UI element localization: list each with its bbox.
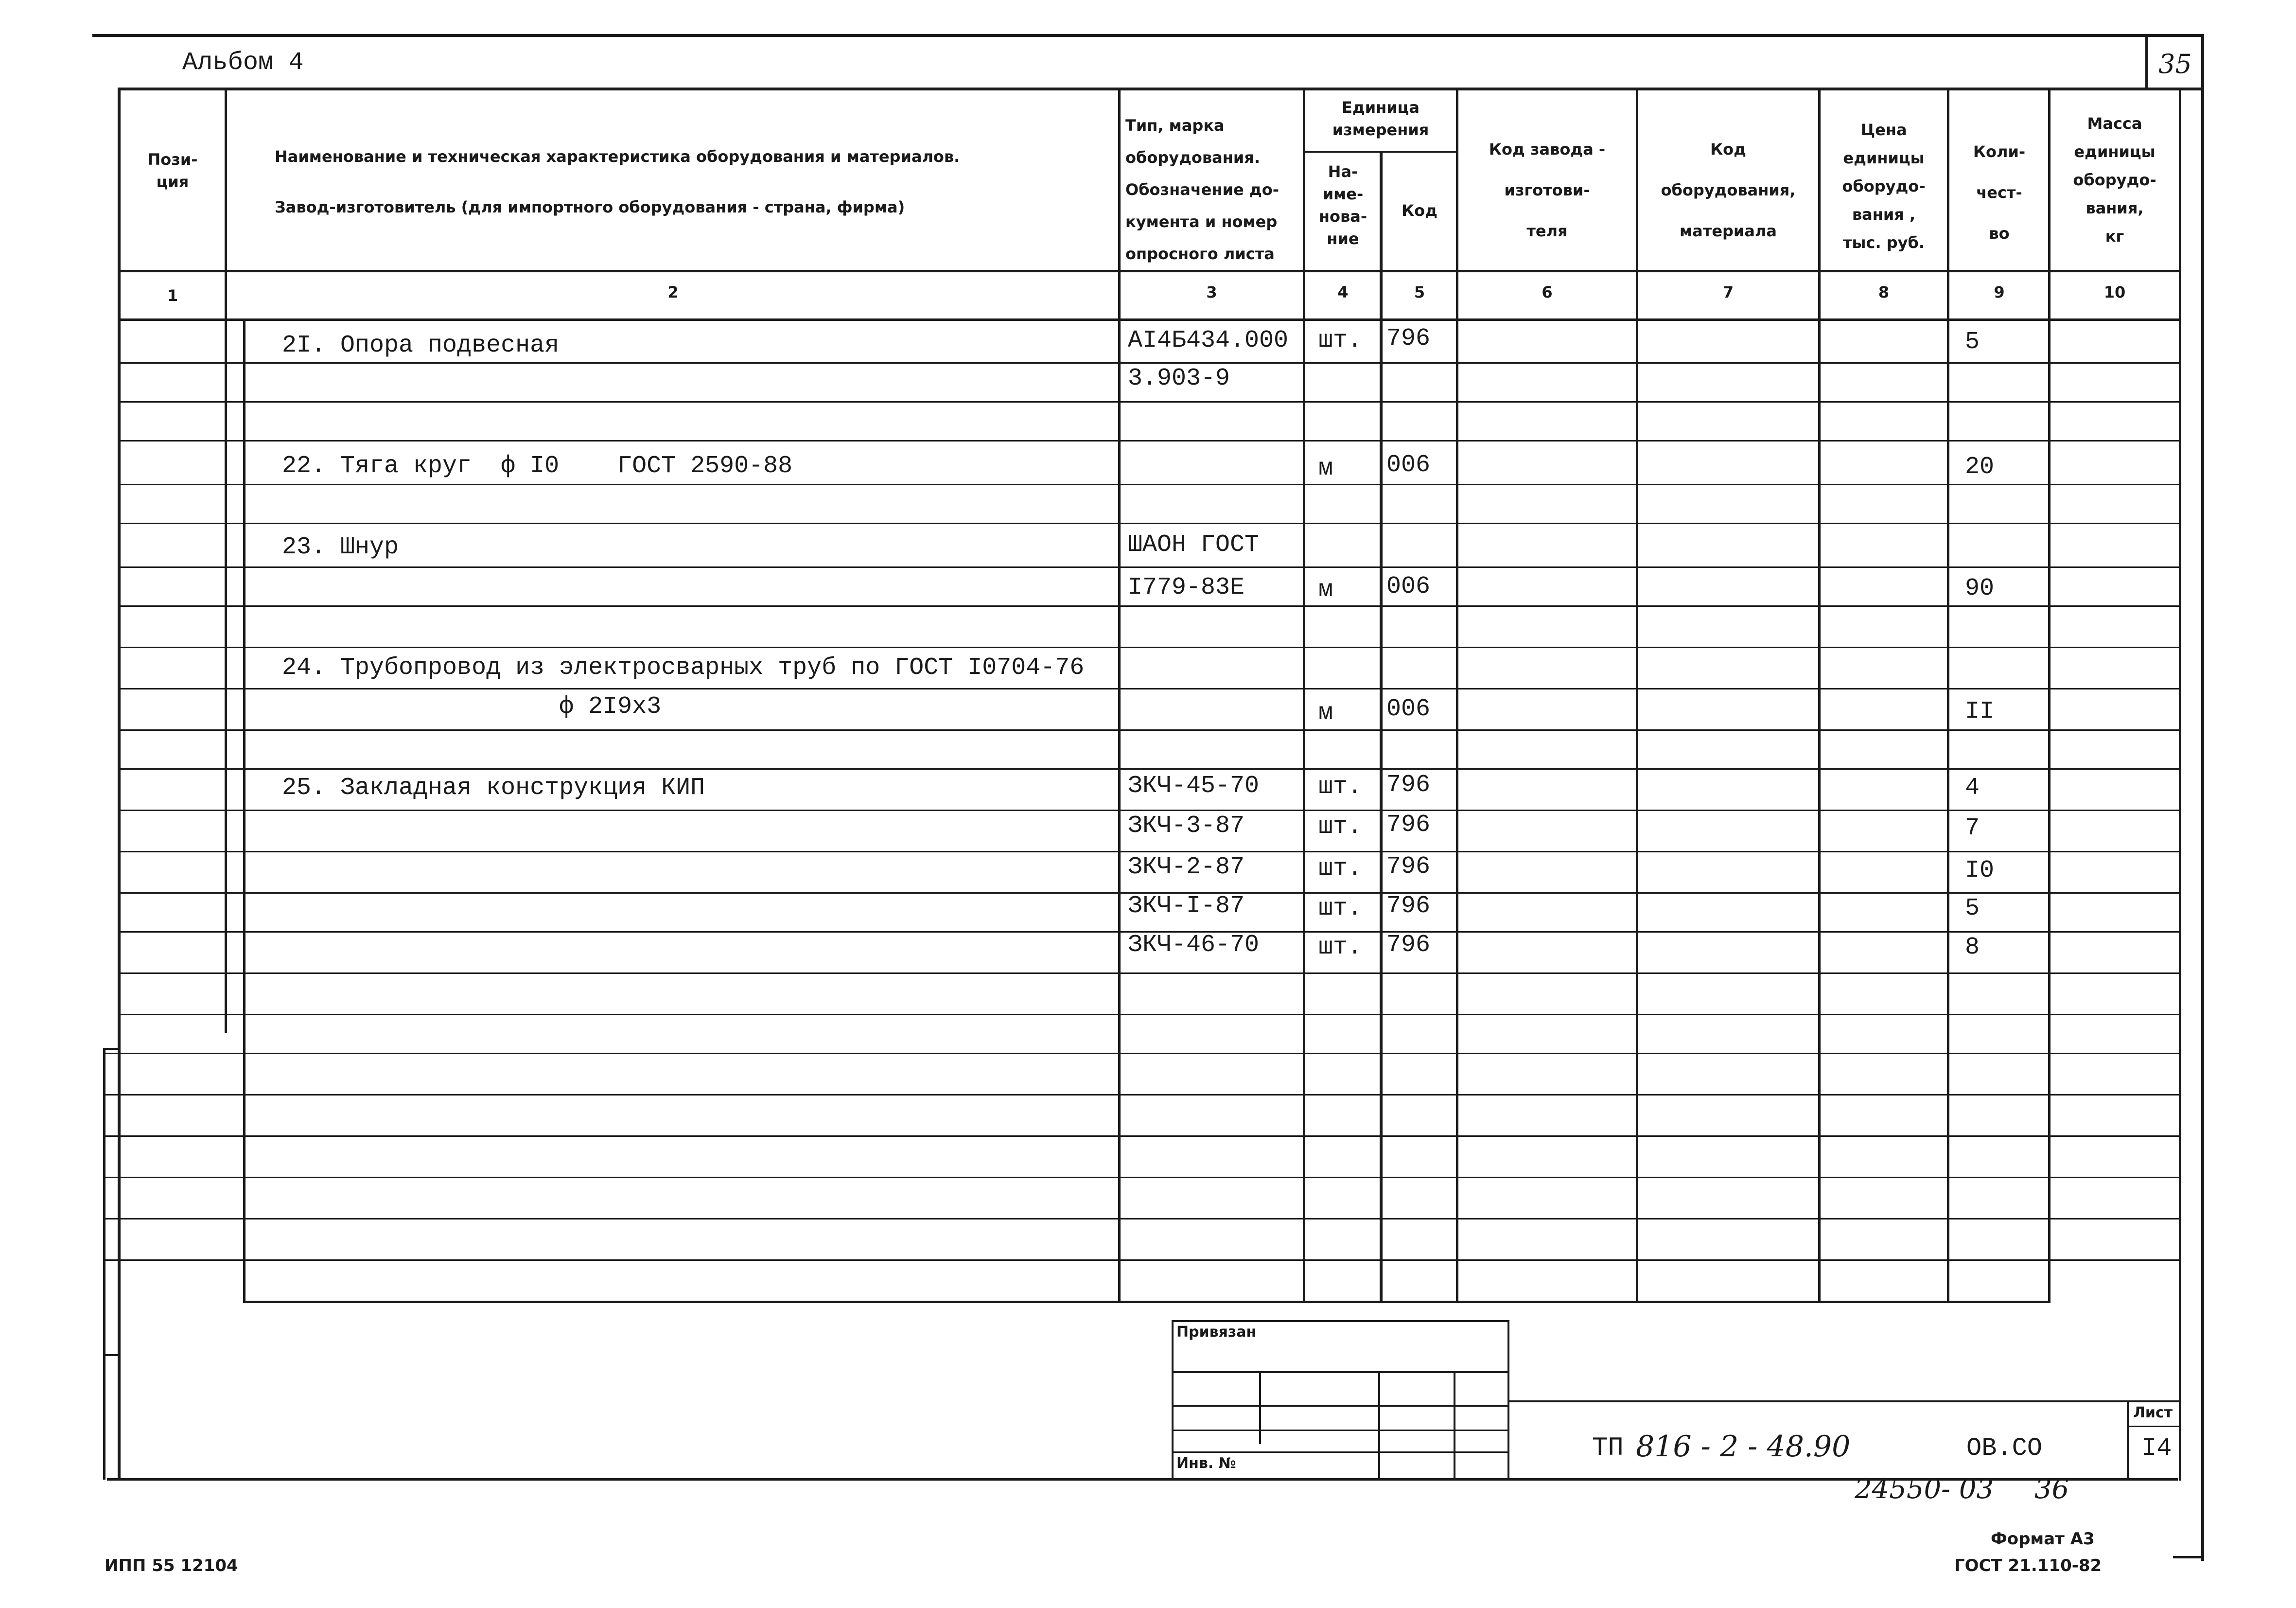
- item-unit-code: 006: [1386, 451, 1431, 479]
- row-line: [118, 484, 2181, 485]
- row-line: [103, 1135, 2181, 1137]
- item-quantity: 20: [1965, 453, 1995, 481]
- header-unit-group: Единица измерения: [1332, 98, 1429, 139]
- header-col10: Масса единицы оборудо- вания, кг: [2073, 114, 2156, 246]
- item-type: ЗКЧ-I-87: [1128, 892, 1245, 920]
- header-col2: Наименование и техническая характеристика оборудования и материалов. Завод-изготовитель (для импортного оборудования - страна, фирма): [275, 147, 960, 216]
- header-col7: Код оборудования, материала: [1661, 140, 1796, 240]
- item-type: I779-83E: [1128, 574, 1245, 601]
- row-line: [118, 605, 2181, 607]
- item-unit-code: 796: [1386, 325, 1431, 353]
- item-unit: шт.: [1318, 813, 1363, 841]
- stamp-col: [1378, 1371, 1380, 1481]
- stamp-line: [1172, 1405, 1509, 1407]
- item-quantity: 5: [1965, 895, 1980, 922]
- col-line-4: [1380, 151, 1383, 1303]
- item-unit-code: 796: [1386, 892, 1431, 920]
- item-type: AI4Б434.000: [1128, 327, 1289, 354]
- item-name: 22. Тяга круг ф I0 ГОСТ 2590-88: [282, 452, 793, 480]
- row-line: [103, 1218, 2181, 1219]
- column-number: 7: [1722, 283, 1734, 301]
- row-line: [118, 647, 2181, 648]
- stamp-box-left: [1172, 1320, 1174, 1481]
- header-bottom-line: [118, 270, 2181, 272]
- item-unit-code: 796: [1386, 853, 1431, 881]
- sheet-label: Лист: [2133, 1404, 2173, 1421]
- stamp-line: [1172, 1371, 1509, 1373]
- title-block-top: [1509, 1400, 2180, 1402]
- bottom-border-extension: [2173, 1556, 2204, 1558]
- row-line: [118, 851, 2181, 852]
- binding-strip-outer: [103, 1048, 105, 1480]
- item-name: ф 2I9x3: [282, 693, 662, 721]
- archive-sheet: 36: [2034, 1473, 2069, 1505]
- item-name: 25. Закладная конструкция КИП: [282, 774, 705, 802]
- right-border: [2201, 34, 2204, 1561]
- binding-strip-mid: [103, 1354, 120, 1356]
- row-line: [118, 1014, 2181, 1015]
- row-line: [118, 566, 2181, 568]
- item-name: 23. Шнур: [282, 533, 399, 561]
- stamp-box-top: [1172, 1320, 1509, 1322]
- item-type: ЗКЧ-2-87: [1128, 853, 1245, 881]
- top-border: [92, 34, 2202, 37]
- item-unit-code: 006: [1386, 573, 1431, 601]
- page-number: 35: [2158, 49, 2192, 79]
- unit-group-divider: [1303, 151, 1458, 153]
- item-unit: м: [1318, 699, 1333, 727]
- row-line: [103, 1094, 2181, 1096]
- item-unit: шт.: [1318, 327, 1363, 354]
- row-line: [118, 440, 2181, 442]
- row-line: [118, 729, 2181, 731]
- col-line-1: [225, 90, 227, 1033]
- header-col9: Коли- чест- во: [1973, 142, 2026, 243]
- row-line: [118, 688, 2181, 689]
- sheet-box-divider: [2127, 1426, 2180, 1427]
- column-number: 3: [1206, 283, 1217, 301]
- page-number-box-left: [2145, 34, 2148, 88]
- stamp-col: [1454, 1371, 1455, 1481]
- header-col6: Код завода - изготови- теля: [1489, 140, 1606, 240]
- item-type: ЗКЧ-45-70: [1128, 772, 1260, 800]
- item-unit-code: 796: [1386, 931, 1431, 959]
- item-unit-code: 006: [1386, 695, 1431, 723]
- row-line: [118, 523, 2181, 524]
- item-type: ЗКЧ-3-87: [1128, 812, 1245, 840]
- item-quantity: II: [1965, 698, 1995, 725]
- row-line: [118, 972, 2181, 974]
- item-unit: шт.: [1318, 855, 1363, 883]
- item-name: 24. Трубопровод из электросварных труб по ГОСТ I0704-76: [282, 654, 1085, 682]
- item-unit: шт.: [1318, 934, 1363, 961]
- inventory-number-label: Инв. №: [1176, 1455, 1236, 1472]
- column-number: 2: [667, 283, 679, 301]
- header-col4: На- име- нова- ние: [1318, 162, 1367, 248]
- header-col3: Тип, марка оборудования. Обозначение до- кумента и номер опросного листа: [1125, 116, 1279, 263]
- binding-strip-top: [103, 1048, 120, 1050]
- column-number: 8: [1878, 283, 1890, 301]
- column-number: 9: [1994, 283, 2005, 301]
- table-bottom-line: [243, 1301, 2049, 1303]
- item-unit-code: 796: [1386, 811, 1431, 839]
- column-number: 1: [167, 286, 178, 305]
- column-number: 10: [2103, 283, 2126, 301]
- row-line: [103, 1177, 2181, 1178]
- stamp-col: [1259, 1371, 1261, 1444]
- column-numbers-bottom-line: [118, 318, 2181, 321]
- column-number: 6: [1542, 283, 1553, 301]
- row-line: [103, 1259, 2181, 1261]
- item-quantity: 90: [1965, 575, 1995, 602]
- privyazan-label: Привязан: [1176, 1324, 1257, 1341]
- table-top-border: [118, 88, 2203, 90]
- item-unit: м: [1318, 455, 1333, 482]
- header-col8: Цена единицы оборудо- вания , тыс. руб.: [1842, 121, 1926, 252]
- row-line: [118, 401, 2181, 403]
- stamp-line: [1172, 1430, 1509, 1431]
- row-line: [103, 1053, 2181, 1054]
- row-line: [118, 768, 2181, 770]
- item-unit: м: [1318, 576, 1333, 604]
- item-unit: шт.: [1318, 773, 1363, 801]
- album-label: Альбом 4: [182, 48, 304, 77]
- stamp-line: [1172, 1451, 1509, 1453]
- item-quantity: 7: [1965, 814, 1980, 842]
- item-unit: шт.: [1318, 895, 1363, 922]
- item-name: 2I. Опора подвесная: [282, 332, 560, 359]
- gost-label: ГОСТ 21.110-82: [1954, 1556, 2102, 1575]
- inner-right-border: [2179, 90, 2181, 1481]
- header-col5: Код: [1402, 201, 1437, 220]
- format-label: Формат А3: [1991, 1529, 2095, 1549]
- sheet-value: I4: [2141, 1434, 2172, 1463]
- item-quantity: I0: [1965, 857, 1995, 884]
- document-section: ОВ.СО: [1966, 1434, 2043, 1463]
- item-type: 3.903-9: [1128, 365, 1230, 392]
- item-type: ЗКЧ-46-70: [1128, 931, 1260, 959]
- header-col1: Пози- ция: [147, 150, 198, 191]
- row-line: [118, 810, 2181, 811]
- printer-code: ИПП 55 12104: [105, 1556, 238, 1575]
- document-prefix: ТП: [1592, 1433, 1624, 1463]
- left-border: [118, 90, 121, 1478]
- item-quantity: 8: [1965, 934, 1980, 961]
- document-number: 816 - 2 - 48.90: [1636, 1430, 1851, 1464]
- column-number: 5: [1414, 283, 1425, 301]
- sheet-box-left: [2127, 1400, 2129, 1481]
- column-number: 4: [1337, 283, 1349, 301]
- item-quantity: 4: [1965, 774, 1980, 802]
- archive-number: 24550- 03: [1855, 1473, 1994, 1505]
- row-line: [118, 362, 2181, 364]
- item-unit-code: 796: [1386, 771, 1431, 799]
- item-type: ШАОН ГОСТ: [1128, 531, 1260, 559]
- item-quantity: 5: [1965, 328, 1980, 356]
